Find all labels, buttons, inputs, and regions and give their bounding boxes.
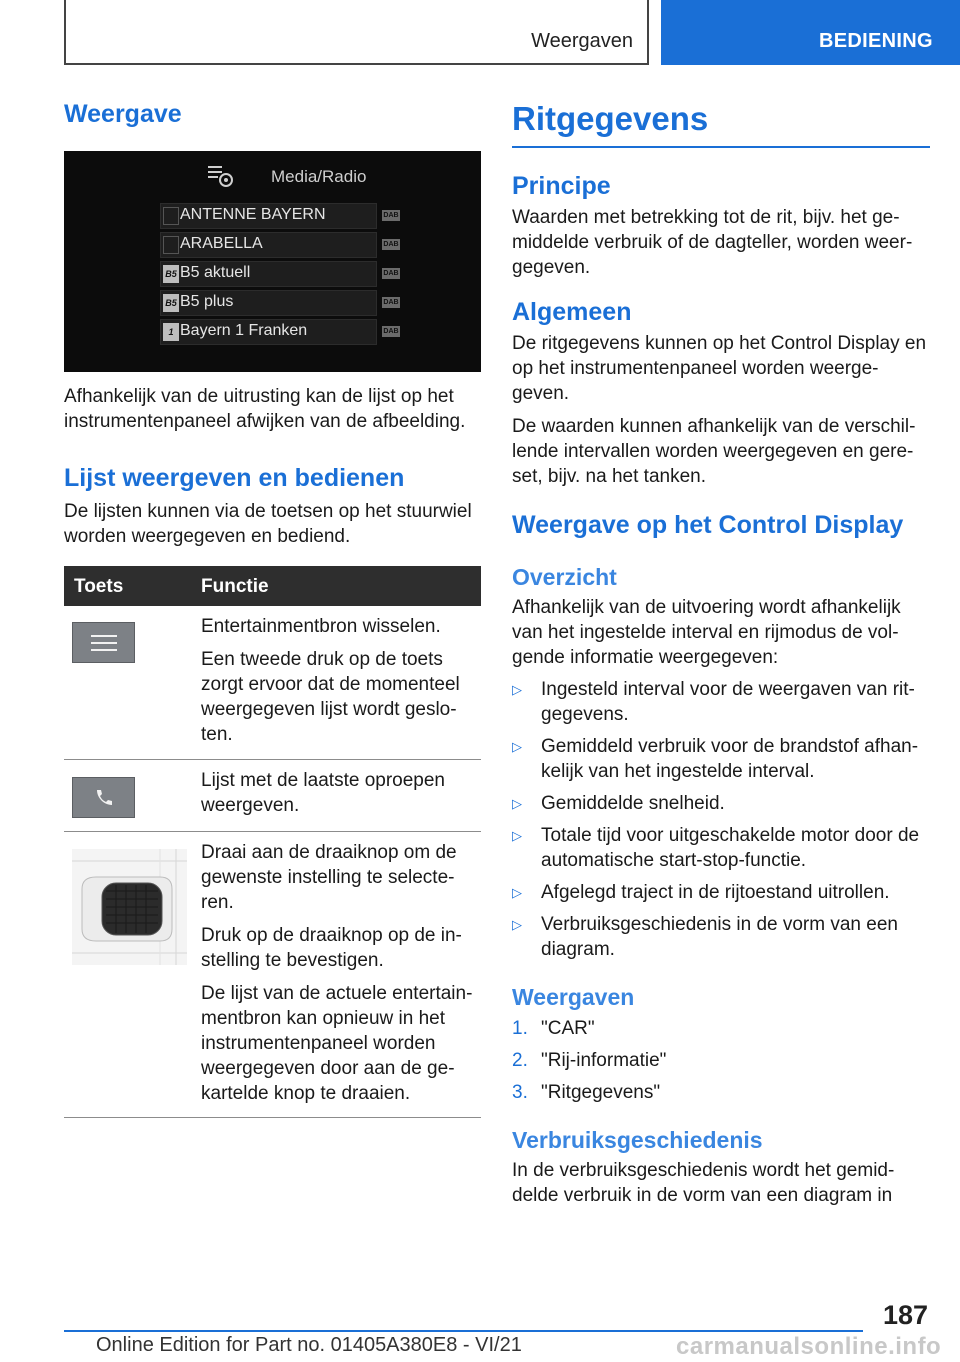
dab-badge: DAB bbox=[383, 299, 399, 306]
table-row bbox=[64, 768, 481, 832]
step-number: 2. bbox=[512, 1050, 528, 1071]
left-column bbox=[64, 100, 481, 1118]
bullet-triangle-icon: ▷ bbox=[512, 828, 522, 843]
watermark-logo: carmanualsonline.info bbox=[676, 1333, 942, 1360]
heading-list: Lijst weergeven en bedienen bbox=[64, 464, 405, 492]
page-title: Ritgegevens bbox=[512, 100, 709, 137]
station-name: B5 aktuell bbox=[180, 264, 251, 281]
overzicht-text: Afhankelijk van de uitvoering wordt afhankelijk van het ingestelde interval en rijmodus de vol-gende informatie weergegeven: bbox=[512, 597, 901, 668]
heading-algemeen: Algemeen bbox=[512, 298, 632, 326]
media-radio-icon bbox=[206, 163, 236, 189]
page-number: 187 bbox=[882, 1300, 928, 1330]
media-radio-screen bbox=[64, 151, 481, 372]
heading-display: Weergave bbox=[64, 100, 182, 128]
bullet-triangle-icon: ▷ bbox=[512, 885, 522, 900]
list-item: 1. "CAR" bbox=[512, 1018, 595, 1039]
heading-verbruiksgeschiedenis: Verbruiksgeschiedenis bbox=[512, 1127, 763, 1153]
list-item: ▷ Ingesteld interval voor de weergaven van rit-gegevens. bbox=[512, 679, 915, 725]
station-item[interactable] bbox=[160, 232, 399, 258]
station-name: ARABELLA bbox=[180, 235, 263, 252]
bullet-triangle-icon: ▷ bbox=[512, 682, 522, 697]
header-chapter-label: BEDIENING bbox=[819, 30, 933, 52]
station-item[interactable] bbox=[160, 290, 399, 316]
bullet-triangle-icon: ▷ bbox=[512, 917, 522, 932]
step-number: 3. bbox=[512, 1082, 528, 1103]
history-text: In de verbruiksgeschiedenis wordt het gemid-delde verbruik in de vorm van een diagram in bbox=[512, 1160, 895, 1206]
station-name: Bayern 1 Franken bbox=[180, 322, 308, 339]
list-intro: De lijsten kunnen via de toetsen op het stuurwiel worden weergegeven en bediend. bbox=[64, 501, 472, 547]
bullet-triangle-icon: ▷ bbox=[512, 796, 522, 811]
heading-overzicht: Overzicht bbox=[512, 564, 617, 590]
dab-badge: DAB bbox=[383, 328, 399, 335]
station-item[interactable] bbox=[160, 261, 399, 287]
table-row bbox=[64, 840, 481, 1118]
column-header-key: Toets bbox=[74, 576, 124, 597]
list-item: ▷ Totale tijd voor uitgeschakelde motor door de automatische start-stop-functie. bbox=[512, 825, 920, 871]
algemeen-text-1: De ritgegevens kunnen op het Control Display en op het instrumentenpaneel worden weerge-geven. bbox=[512, 333, 927, 404]
station-preset-badge: 1 bbox=[163, 323, 179, 341]
dab-badge: DAB bbox=[383, 212, 399, 219]
function-text: Druk op de draaiknop op de in-stelling te bevestigen. bbox=[201, 925, 462, 971]
function-text: Een tweede druk op de toets zorgt ervoor dat de momenteel weergegeven lijst wordt geslo-ten. bbox=[201, 649, 460, 745]
screen-caption: Afhankelijk van de uitrusting kan de lijst op het instrumentenpaneel afwijken van de afbeelding. bbox=[64, 386, 466, 432]
footer-edition: Online Edition for Part no. 01405A380E8 - VI/21 bbox=[96, 1334, 522, 1356]
header-section-title: Weergaven bbox=[531, 30, 633, 52]
station-preset-slot bbox=[163, 236, 179, 254]
station-preset-badge: B5 bbox=[163, 294, 179, 312]
table-header bbox=[64, 566, 481, 606]
right-column bbox=[512, 100, 930, 1208]
list-item: 3. "Ritgegevens" bbox=[512, 1082, 661, 1103]
station-name: ANTENNE BAYERN bbox=[180, 206, 326, 223]
function-text: Draai aan de draaiknop om de gewenste instelling te selecte-ren. bbox=[201, 842, 457, 913]
list-icon bbox=[72, 622, 135, 663]
list-item: ▷ Verbruiksgeschiedenis in de vorm van een diagram. bbox=[512, 914, 898, 960]
list-item: ▷ Afgelegd traject in de rijtoestand uitrollen. bbox=[512, 882, 890, 903]
station-name: B5 plus bbox=[180, 293, 234, 310]
footer-rule bbox=[64, 1330, 863, 1332]
station-preset-slot bbox=[163, 207, 179, 225]
function-text: Entertainmentbron wisselen. bbox=[201, 616, 441, 637]
algemeen-text-2: De waarden kunnen afhankelijk van de verschil-lende intervallen worden weergegeven en gere-set, bijv. na het tanken. bbox=[512, 416, 916, 487]
screen-title: Media/Radio bbox=[271, 167, 367, 186]
column-header-function: Functie bbox=[201, 576, 269, 597]
header-chapter-tab[interactable] bbox=[661, 0, 960, 65]
phone-icon bbox=[72, 777, 135, 818]
key-function-table bbox=[64, 566, 481, 1118]
principe-text: Waarden met betrekking tot de rit, bijv. het ge-middelde verbruik of de dagteller, worden weer-gegeven. bbox=[512, 207, 913, 278]
list-item: ▷ Gemiddeld verbruik voor de brandstof afhan-kelijk van het ingestelde interval. bbox=[512, 736, 919, 782]
function-text: Lijst met de laatste oproepen weergeven. bbox=[201, 770, 445, 816]
heading-weergaven: Weergaven bbox=[512, 984, 635, 1010]
dab-badge: DAB bbox=[383, 241, 399, 248]
title-rule bbox=[512, 146, 930, 148]
function-text: De lijst van de actuele entertain-mentbron kan opnieuw in het instrumentenpaneel worden weergegeven door aan de ge-kartelde knop te draaien. bbox=[201, 983, 473, 1104]
bullet-triangle-icon: ▷ bbox=[512, 739, 522, 754]
station-item[interactable] bbox=[160, 319, 399, 345]
station-item[interactable] bbox=[160, 203, 399, 229]
table-row bbox=[64, 614, 481, 760]
heading-principe: Principe bbox=[512, 172, 611, 200]
dab-badge: DAB bbox=[383, 270, 399, 277]
step-number: 1. bbox=[512, 1018, 528, 1039]
list-item: ▷ Gemiddelde snelheid. bbox=[512, 793, 725, 814]
station-preset-badge: B5 bbox=[163, 265, 179, 283]
heading-control-display: Weergave op het Control Display bbox=[512, 511, 904, 539]
menu-path-list bbox=[512, 1016, 930, 1105]
header-section-box bbox=[64, 0, 649, 65]
list-item: 2. "Rij-informatie" bbox=[512, 1050, 667, 1071]
thumbwheel-icon bbox=[72, 849, 187, 970]
info-bullet-list bbox=[512, 677, 930, 962]
